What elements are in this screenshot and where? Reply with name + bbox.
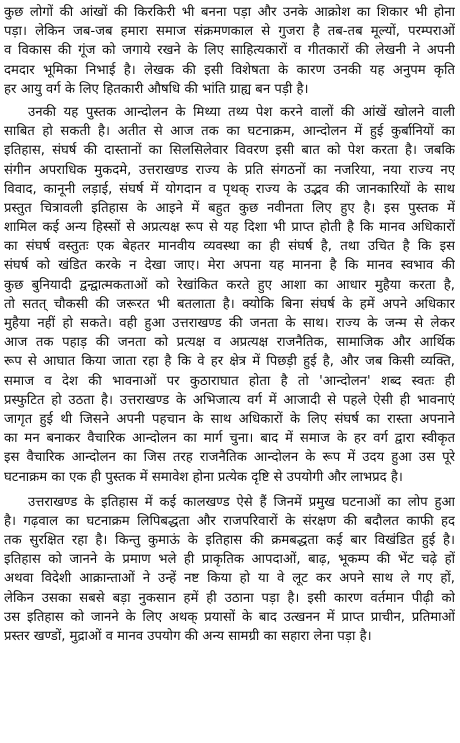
text-line: तो सतत् चौकसी की जरूरत भी बतलाता है। क्योकि बिना संघर्ष के हमें अपने अधिकार [4, 296, 455, 312]
text-line: है। गढ़वाल का घटनाक्रम लिपिबद्धता और राजपरिवारों के संरक्षण की बदौलत काफी हद [4, 513, 455, 529]
text-line: प्रस्तुत चित्रावली इतिहास के आइने में बहुत कुछ नवीनता लिए हुए है। इस पुस्तक में [4, 200, 455, 216]
text-line: उत्तराखण्ड के इतिहास में कई कालखण्ड ऐसे हैं जिनमें प्रमुख घटनाओं का लोप हुआ [28, 494, 455, 510]
text-line: का मन बनाकर वैचारिक आन्दोलन का मार्ग चुना। बाद में समाज के हर वर्ग द्वारा स्वीकृत [4, 431, 455, 447]
text-line: शामिल कई अन्य हिस्सों से अप्रत्यक्ष रूप से यह दिशा भी प्राप्त होती है कि मानव अधिकारों [4, 220, 455, 236]
text-line: आज तक पहाड़ की जनता को प्रत्यक्ष व अप्रत्यक्ष राजनैतिक, सामाजिक और आर्थिक [4, 335, 455, 351]
text-line: समाज व देश की भावनाओं पर कुठाराघात होता है तो 'आन्दोलन' शब्द स्वतः ही [4, 373, 455, 389]
text-line: विवाद, कानूनी लड़ाई, संघर्ष में योगदान व पृथक् राज्य के उद्भव की जानकारियों के साथ [4, 181, 455, 197]
text-line: मुहैया नहीं हो सकते। वही हुआ उत्तराखण्ड की जनता के साथ। राज्य के जन्म से लेकर [4, 316, 455, 331]
text-line: अथवा विदेशी आक्रान्ताओं ने उन्हें नष्ट किया हो या वे लूट कर अपने साथ ले गए हों, [4, 571, 455, 587]
text-line: प्रस्फुटित हो उठता है। उत्तराखण्ड के अभिजात्य वर्ग में आजादी से पहले ऐसी ही भावनाएं [4, 392, 455, 408]
text-line: संघर्ष को खंडित करके न देखा जाए। मेरा अपना यह मानना है कि मानव स्वभाव की [4, 258, 455, 274]
text-line: साबित हो सकती है। अतीत से आज तक का घटनाक्रम, आन्दोलन में हुई कुर्बानियों का [4, 124, 455, 140]
text-line: हर आयु वर्ग के लिए हितकारी औषधि की भांति ग्राह्य बन पड़ी है। [4, 81, 309, 97]
text-line: कुछ बुनियादी द्वन्द्वात्मकताओं को रेखांकित करते हुए आशा का आधार मुहैया करता है, [4, 277, 455, 293]
paragraph-1 [4, 3, 455, 99]
text-line: इस वैचारिक आन्दोलन का जिस तरह राजनैतिक आन्दोलन के रूप में उदय हुआ उस पूरे [4, 450, 455, 466]
text-line: तक सुरक्षित रहा है। किन्तु कुमाऊं के इतिहास की क्रमबद्धता कई बार विखंडित हुई है। [4, 533, 455, 549]
text-line: उस इतिहास को जानने के लिए अथक् प्रयासों के बाद उत्खनन में प्राप्त प्राचीन, प्रतिमाओं [4, 609, 455, 625]
text-line: उनकी यह पुस्तक आन्दोलन के मिथ्या तथ्य पेश करने वालों की आंखें खोलने वाली [28, 104, 455, 120]
text-line: घटनाक्रम का एक ही पुस्तक में समावेश होना प्रत्येक दृष्टि से उपयोगी और लाभप्रद है। [4, 469, 403, 485]
paragraph-3 [4, 493, 455, 647]
text-line: संगीन अपराधिक मुकदमे, उत्तराखण्ड राज्य के प्रति संगठनों का नजरिया, नया राज्य नए [4, 162, 455, 178]
text-line: लेकिन उसका सबसे बड़ा नुकसान हमें ही उठाना पड़ा है। इसी कारण वर्तमान पीढ़ी को [4, 590, 455, 606]
text-line: प्रस्तर खण्डों, मुद्राओं व मानव उपयोग की अन्य सामग्री का सहारा लेना पड़ा है। [4, 629, 372, 644]
text-line: पड़ा। लेकिन जब-जब हमारा समाज संक्रमणकाल से गुजरा है तब-तब मूल्यों, परम्पराओं [4, 24, 455, 40]
text-line: रूप से आघात किया जाता रहा है कि वे हर क्षेत्र में पिछड़ी हुई है, और जब किसी व्यक्ति, [4, 354, 455, 370]
text-line: इतिहास, संघर्ष की दास्तानों का सिलसिलेवार विवरण इसी बात को पेश करता है। जबकि [4, 143, 455, 159]
paragraph-2 [4, 103, 455, 487]
text-line: का संघर्ष वस्तुतः एक बेहतर मानवीय व्यवस्था का ही संघर्ष है, तथा उचित है कि इस [4, 239, 455, 255]
text-line: जागृत हुई थी जिसने अपनी पहचान के साथ अधिकारों के लिए संघर्ष का रास्ता अपनाने [4, 411, 455, 427]
text-line: दमदार भूमिका निभाई है। लेखक की इसी विशेषता के कारण उनकी यह अनुपम कृति [4, 62, 455, 78]
text-line: कुछ लोगों की आंखों की किरकिरी भी बनना पड़ा और उनके आक्रोश का शिकार भी होना [4, 5, 455, 20]
text-line: इतिहास को जानने के प्रमाण भले ही प्राकृतिक आपदाओं, बाढ़, भूकम्प की भेंट चढ़े हों [4, 552, 455, 568]
text-line: व विकास की गूंज को जगाये रखने के लिए साहित्यकारों व गीतकारों की लेखनी ने अपनी [4, 43, 455, 59]
